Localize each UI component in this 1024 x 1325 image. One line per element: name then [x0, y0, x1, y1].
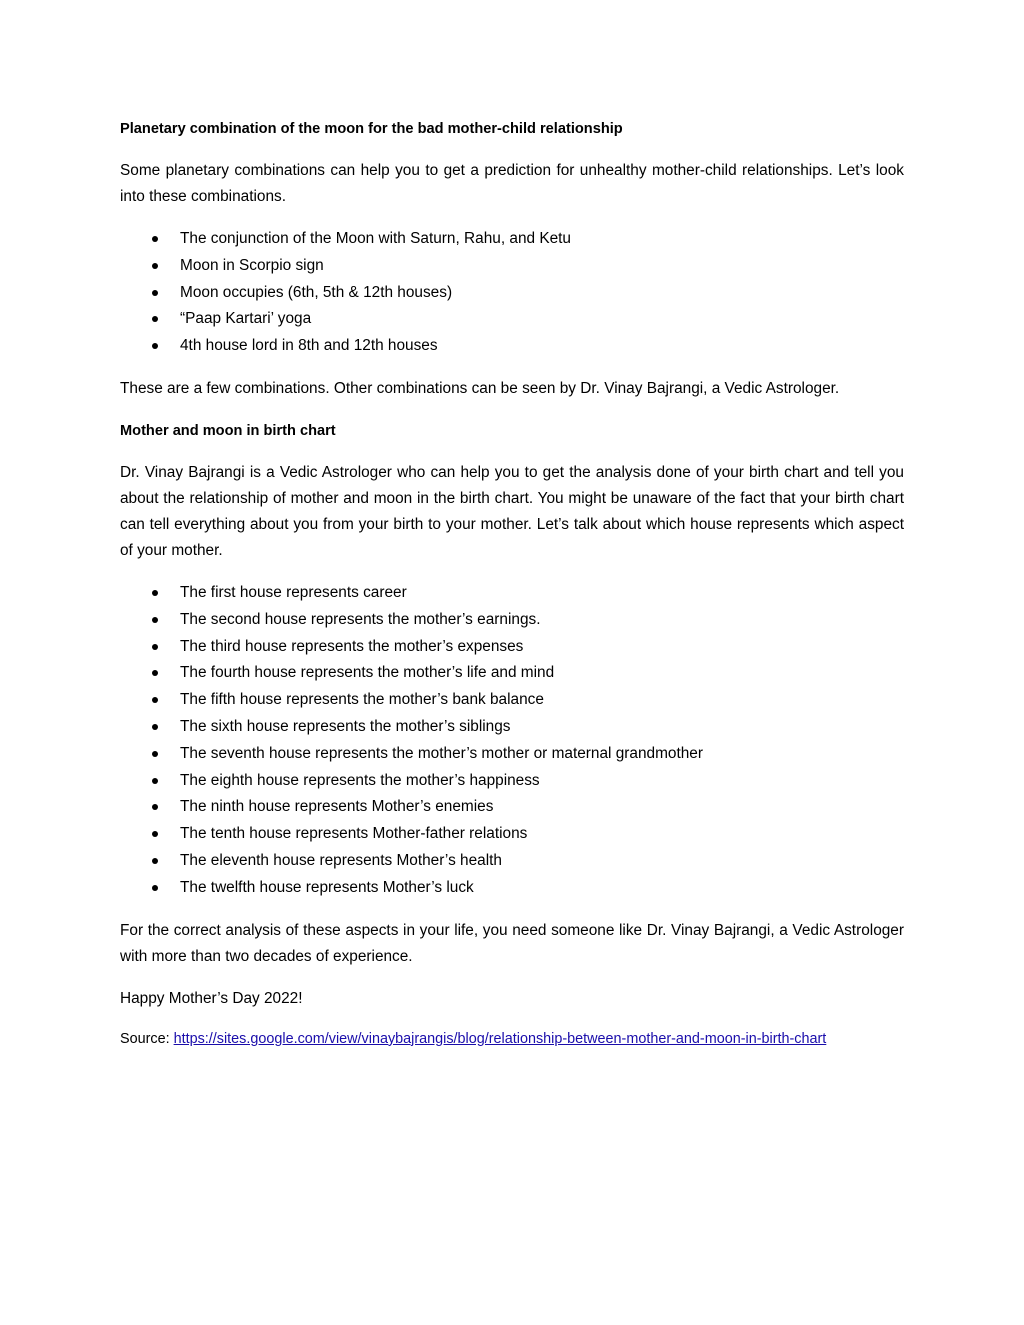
- bullet-icon: [152, 290, 158, 296]
- bullet-icon: [152, 751, 158, 757]
- section-heading-mother-and-moon: Mother and moon in birth chart: [120, 422, 336, 439]
- source-line: [120, 1028, 904, 1050]
- source-label: Source:: [120, 1030, 174, 1047]
- analysis-paragraph: For the correct analysis of these aspects in your life, you need someone like Dr. Vinay Bajrangi, a Vedic Astrologer with more than two decades of experience.: [120, 921, 904, 965]
- bullet-icon: [152, 697, 158, 703]
- list-item: The conjunction of the Moon with Saturn, Rahu, and Ketu: [120, 226, 904, 253]
- bullet-icon: [152, 263, 158, 269]
- combinations-outro-paragraph: These are a few combinations. Other combinations can be seen by Dr. Vinay Bajrangi, a Vedic Astrologer.: [120, 379, 840, 397]
- bullet-icon: [152, 343, 158, 349]
- list-item: The tenth house represents Mother-father relations: [120, 821, 904, 848]
- intro-paragraph: Some planetary combinations can help you to get a prediction for unhealthy mother-child relationships. Let’s look into these combinations.: [120, 162, 904, 205]
- source-link[interactable]: https://sites.google.com/view/vinaybajrangis/blog/relationship-between-mother-and-moon-in-birth-chart: [173, 1030, 827, 1047]
- bullet-icon: [152, 724, 158, 730]
- bullet-icon: [152, 885, 158, 891]
- list-item: The second house represents the mother’s earnings.: [120, 607, 904, 634]
- bullet-icon: [152, 778, 158, 784]
- list-item: The eighth house represents the mother’s happiness: [120, 768, 904, 795]
- bullet-icon: [152, 831, 158, 837]
- list-item: The twelfth house represents Mother’s luck: [120, 875, 904, 902]
- section-heading-planetary-combination: Planetary combination of the moon for the bad mother-child relationship: [120, 121, 623, 137]
- houses-list: [120, 580, 904, 902]
- list-item: The fifth house represents the mother’s bank balance: [120, 687, 904, 714]
- combinations-list: [120, 226, 904, 360]
- list-item: Moon in Scorpio sign: [120, 253, 904, 280]
- list-item: The ninth house represents Mother’s enemies: [120, 794, 904, 821]
- bullet-icon: [152, 617, 158, 623]
- list-item: 4th house lord in 8th and 12th houses: [120, 333, 904, 360]
- bullet-icon: [152, 316, 158, 322]
- bullet-icon: [152, 644, 158, 650]
- closing-greeting: Happy Mother’s Day 2022!: [120, 989, 303, 1007]
- list-item: Moon occupies (6th, 5th & 12th houses): [120, 280, 904, 307]
- list-item: The sixth house represents the mother’s siblings: [120, 714, 904, 741]
- document-page: [120, 116, 904, 1050]
- birth-chart-paragraph: Dr. Vinay Bajrangi is a Vedic Astrologer who can help you to get the analysis done of your birth chart and tell you about the relationship of mother and moon in the birth chart. You might be unaware of the fact that your birth chart can tell everything about you from your birth to your mother. Let’s talk about which house represents which aspect of your mother.: [120, 463, 904, 559]
- bullet-icon: [152, 804, 158, 810]
- list-item: The seventh house represents the mother’s mother or maternal grandmother: [120, 741, 904, 768]
- list-item: “Paap Kartari’ yoga: [120, 306, 904, 333]
- list-item: The eleventh house represents Mother’s health: [120, 848, 904, 875]
- list-item: The third house represents the mother’s expenses: [120, 634, 904, 661]
- bullet-icon: [152, 236, 158, 242]
- bullet-icon: [152, 590, 158, 596]
- list-item: The first house represents career: [120, 580, 904, 607]
- list-item: The fourth house represents the mother’s life and mind: [120, 660, 904, 687]
- bullet-icon: [152, 670, 158, 676]
- bullet-icon: [152, 858, 158, 864]
